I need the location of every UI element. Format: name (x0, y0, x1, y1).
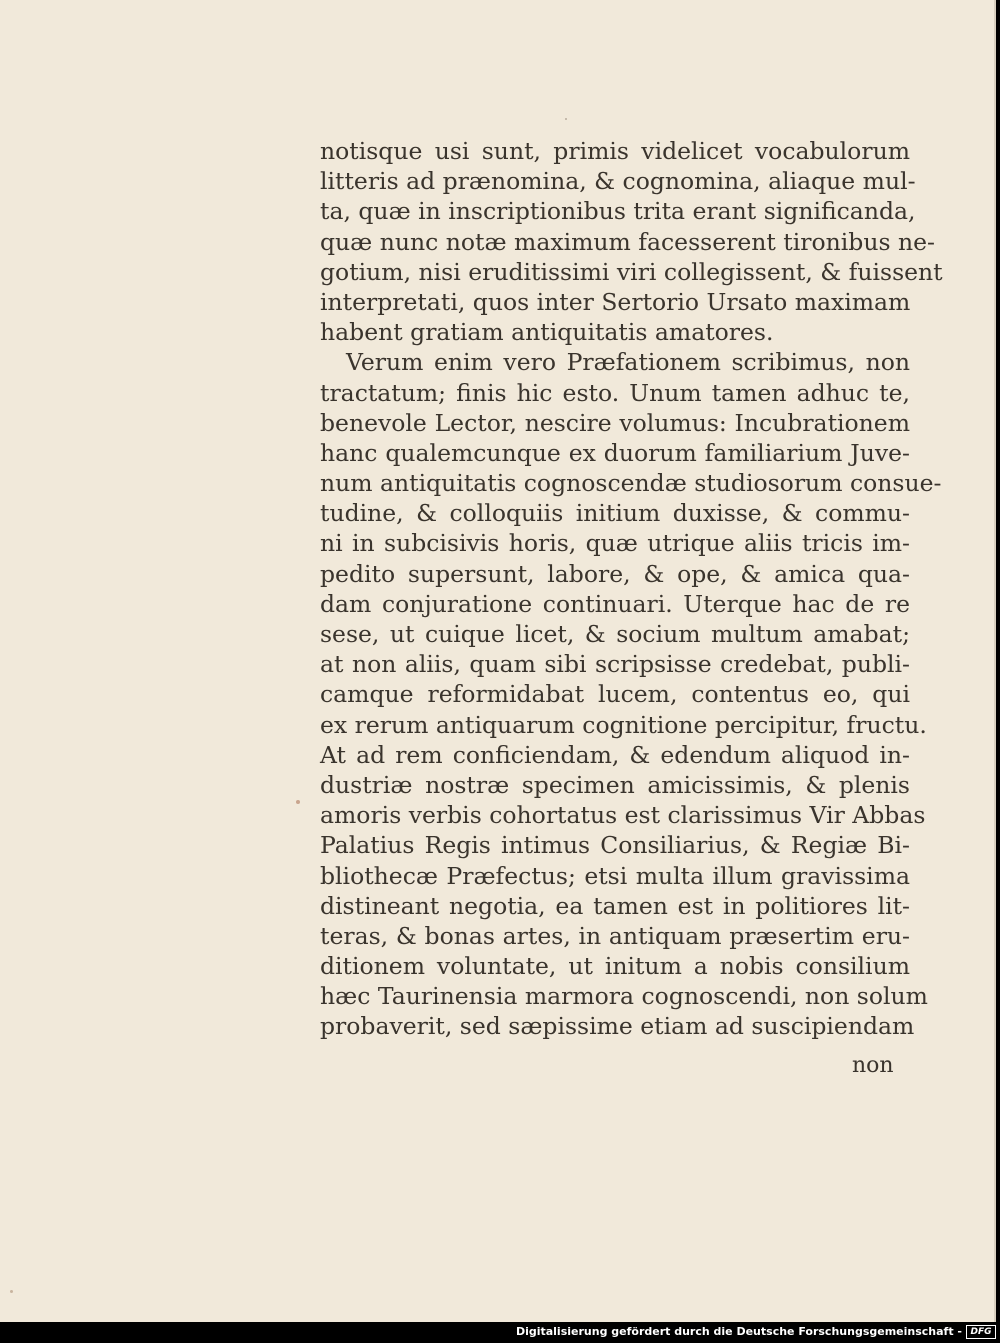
text-line: pedito supersunt, labore, & ope, & amica qua- (320, 559, 910, 588)
footer-credit: Digitalisierung gefördert durch die Deutsche Forschungsgemeinschaft - (515, 1325, 962, 1338)
text-line: ditionem voluntate, ut initum a nobis consilium (320, 952, 910, 981)
text-line: distineant negotia, ea tamen est in politiores lit- (320, 891, 910, 920)
dfg-logo: DFG (966, 1325, 996, 1339)
text-line: tractatum; finis hic esto. Unum tamen adhuc te, (320, 378, 910, 407)
text-line: ex rerum antiquarum cognitione percipitur, fructu. (320, 710, 927, 739)
text-line: habent gratiam antiquitatis amatores. (320, 318, 774, 347)
text-line: ni in subcisivis horis, quæ utrique aliis tricis im- (320, 529, 910, 558)
text-line: tudine, & colloquiis initium duxisse, & commu- (320, 499, 910, 528)
paper-speck (565, 118, 567, 120)
text-line: gotium, nisi eruditissimi viri collegissent, & fuissent (320, 257, 943, 286)
paper-speck (10, 1290, 13, 1293)
body-text (320, 136, 943, 1042)
text-line: ta, quæ in inscriptionibus trita erant significanda, (320, 197, 916, 226)
text-line: teras, & bonas artes, in antiquam præsertim eru- (320, 921, 910, 950)
text-line: amoris verbis cohortatus est clarissimus Vir Abbas (320, 801, 926, 830)
text-line: num antiquitatis cognoscendæ studiosorum consue- (320, 469, 942, 498)
digitization-footer (0, 1322, 1000, 1343)
paper-speck (296, 800, 300, 804)
text-line: Palatius Regis intimus Consiliarius, & Regiæ Bi- (320, 831, 910, 860)
text-line: litteris ad prænomina, & cognomina, aliaque mul- (320, 167, 916, 196)
text-line: dam conjuratione continuari. Uterque hac de re (320, 589, 910, 618)
text-line: hanc qualemcunque ex duorum familiarium Juve- (320, 438, 910, 467)
text-line: quæ nunc notæ maximum facesserent tironibus ne- (320, 227, 935, 256)
catchword: non (852, 1053, 894, 1078)
text-line: sese, ut cuique licet, & socium multum amabat; (320, 620, 910, 648)
text-line: interpretati, quos inter Sertorio Ursato maximam (320, 287, 911, 316)
text-line: camque reformidabat lucem, contentus eo, qui (320, 680, 910, 709)
text-line: at non aliis, quam sibi scripsisse credebat, publi- (320, 650, 910, 679)
text-line: bliothecæ Præfectus; etsi multa illum gravissima (320, 861, 910, 890)
text-line: At ad rem conficiendam, & edendum aliquod in- (320, 740, 910, 769)
text-line: probaverit, sed sæpissime etiam ad suscipiendam (320, 1012, 915, 1041)
text-line: hæc Taurinensia marmora cognoscendi, non solum (320, 982, 928, 1011)
text-line: benevole Lector, nescire volumus: Incubrationem (320, 408, 910, 437)
text-line: dustriæ nostræ specimen amicissimis, & plenis (320, 770, 910, 799)
text-line: Verum enim vero Præfationem scribimus, non (346, 348, 910, 377)
text-line: notisque usi sunt, primis videlicet vocabulorum (320, 137, 910, 165)
